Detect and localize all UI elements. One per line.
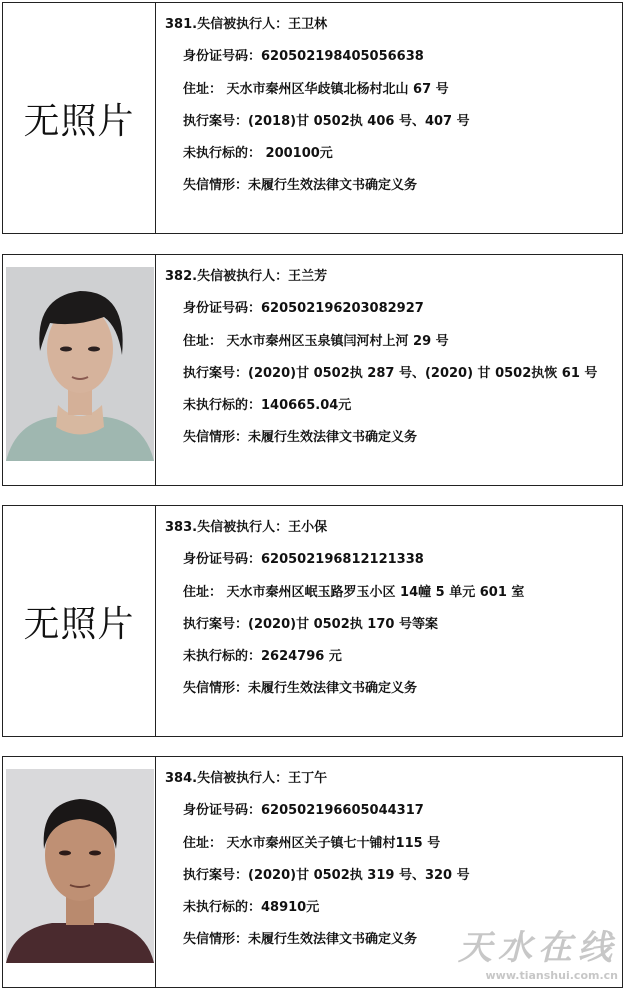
address: 住址： 天水市秦州区华歧镇北杨村北山 67 号 xyxy=(183,81,449,97)
record-card xyxy=(2,505,623,737)
record-card xyxy=(2,2,623,234)
unpaid-amount: 未执行标的： 200100元 xyxy=(183,146,333,162)
record-title: 383.失信被执行人：王小保 xyxy=(165,520,328,535)
record-title: 382.失信被执行人：王兰芳 xyxy=(165,269,328,284)
record-info xyxy=(165,267,616,461)
no-photo-label: 无照片 xyxy=(23,603,135,645)
dishonesty-situation: 失信情形：未履行生效法律文书确定义务 xyxy=(183,932,418,948)
dishonesty-situation: 失信情形：未履行生效法律文书确定义务 xyxy=(183,178,418,194)
address: 住址： 天水市秦州区玉泉镇闫河村上河 29 号 xyxy=(183,333,449,349)
case-number: 执行案号：(2018)甘 0502执 406 号、407 号 xyxy=(183,113,470,129)
id-number: 身份证号码：620502196812121338 xyxy=(183,552,424,568)
portrait-photo xyxy=(6,769,154,963)
dishonesty-situation: 失信情形：未履行生效法律文书确定义务 xyxy=(183,430,418,446)
case-number: 执行案号：(2020)甘 0502执 287 号、(2020) 甘 0502执恢 61 号 xyxy=(183,365,598,381)
record-title: 381.失信被执行人：王卫林 xyxy=(165,17,328,32)
case-number: 执行案号：(2020)甘 0502执 170 号等案 xyxy=(183,616,438,632)
case-number: 执行案号：(2020)甘 0502执 319 号、320 号 xyxy=(183,867,470,883)
portrait-photo xyxy=(6,267,154,461)
photo-cell xyxy=(3,3,156,233)
record-info xyxy=(165,769,616,963)
address: 住址： 天水市秦州区岷玉路罗玉小区 14幢 5 单元 601 室 xyxy=(183,584,525,600)
record-card xyxy=(2,756,623,988)
dishonesty-situation: 失信情形：未履行生效法律文书确定义务 xyxy=(183,681,418,697)
no-photo-label: 无照片 xyxy=(23,100,135,142)
record-info xyxy=(165,15,616,209)
unpaid-amount: 未执行标的：2624796 元 xyxy=(183,649,342,665)
watermark-logo: 天水在线 xyxy=(458,928,618,968)
record-card xyxy=(2,254,623,486)
photo-cell xyxy=(3,255,156,485)
unpaid-amount: 未执行标的：140665.04元 xyxy=(183,398,352,414)
photo-cell xyxy=(3,757,156,987)
record-info xyxy=(165,518,616,712)
id-number: 身份证号码：620502198405056638 xyxy=(183,49,424,65)
id-number: 身份证号码：620502196203082927 xyxy=(183,301,424,317)
unpaid-amount: 未执行标的：48910元 xyxy=(183,900,320,916)
watermark-url: www.tianshui.com.cn xyxy=(485,969,618,982)
record-title: 384.失信被执行人：王丁午 xyxy=(165,771,328,786)
id-number: 身份证号码：620502196605044317 xyxy=(183,803,424,819)
address: 住址： 天水市秦州区关子镇七十铺村115 号 xyxy=(183,835,441,851)
photo-cell xyxy=(3,506,156,736)
